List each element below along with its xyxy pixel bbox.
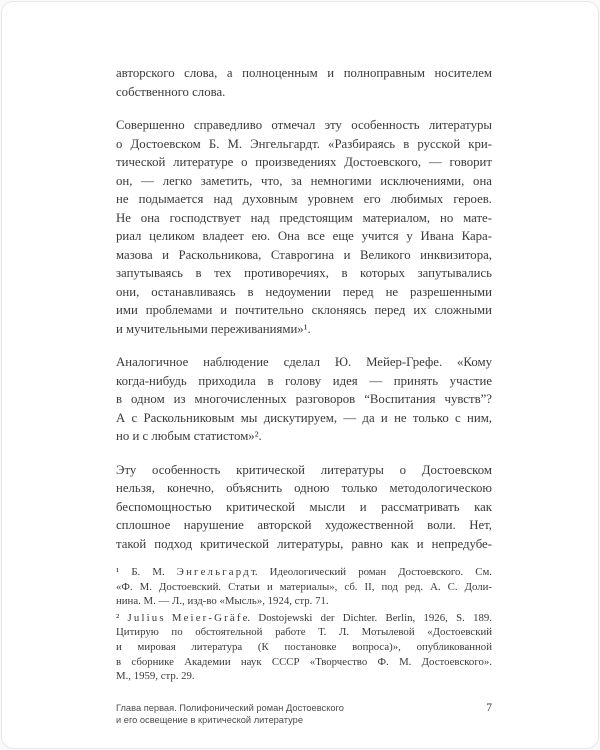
running-title — [116, 703, 344, 726]
text-line: запутываясь в тех противоречиях, в которых запутывались — [116, 266, 492, 280]
text-line: тической литературе о произведениях Достоевского, — говорит — [116, 155, 492, 169]
running-title-line2: и его освещение в критической литературе — [116, 714, 304, 725]
text-line: о Достоевском Б. М. Энгельгардт. «Разбираясь в русской кри- — [116, 136, 492, 151]
text-line: и мучительными переживаниями»¹. — [116, 321, 311, 336]
text-line: мазова и Раскольникова, Ставрогина и Великого инквизитора, — [116, 247, 492, 262]
text-line: ¹ Б. М. Э н г е л ь г а р д т. Идеологический роман Достоевского. См. — [116, 566, 492, 578]
running-title-line1: Глава первая. Полифонический роман Достоевского — [116, 703, 344, 713]
page-footer — [116, 703, 492, 726]
page-number: 7 — [486, 702, 492, 714]
text-line: Не она господствует над предстоящим материалом, но мате- — [116, 210, 492, 225]
text-line: М., 1959, стр. 29. — [116, 670, 195, 683]
text-line: нина. М. — Л., изд-во «Мысль», 1924, стр. 71. — [116, 595, 329, 608]
text-line: Эту особенность критической литературы о Достоевском — [116, 462, 492, 477]
text-line: сплошное нарушение авторской художественной воли. Нет, — [116, 518, 492, 532]
text-line: когда-нибудь приходила в голову идея — принять участие — [116, 373, 492, 388]
book-page — [1, 1, 599, 749]
body-text — [116, 64, 492, 553]
paragraph — [116, 461, 492, 554]
text-line: ² J u l i u s M e i e r - G r ä f e. Dostojewski der Dichter. Berlin, 1926, S. 189. — [116, 611, 492, 624]
text-line: в одном из многочисленных разговоров “Воспитания чувств”? — [116, 392, 492, 406]
footnotes-section — [116, 565, 492, 684]
paragraph — [116, 116, 492, 338]
footnote — [116, 611, 492, 684]
text-line: нельзя, конечно, объяснить одною только методологическою — [116, 481, 492, 495]
text-line: не подымается над духовным уровнем его любимых героев. — [116, 192, 492, 206]
text-line: А с Раскольниковым мы дискутируем, — да и не только с ним, — [116, 410, 492, 425]
text-line: собственного слова. — [116, 84, 226, 99]
text-line: но и с любым статистом»². — [116, 429, 262, 443]
footnote — [116, 565, 492, 609]
text-line: он, — легко заметить, что, за немногими исключениями, она — [116, 173, 492, 188]
text-line: Аналогичное наблюдение сделал Ю. Мейер-Грефе. «Кому — [116, 355, 492, 369]
text-line: они, останавливаясь в недоумении перед не разрешенными — [116, 284, 492, 299]
text-line: беспомощностью критической мысли и рассматривать как — [116, 499, 492, 514]
text-line: Совершенно справедливо отмечал эту особенность литературы — [116, 118, 492, 132]
text-line: Цитирую по обстоятельной работе Т. Л. Мотылевой «Достоевский — [116, 626, 492, 639]
text-line: риал целиком владеет ею. Она все еще учится у Ивана Кара- — [116, 229, 492, 243]
text-line: в сборнике Академии наук СССР «Творчество Ф. М. Достоевского». — [116, 655, 492, 668]
text-line: «Ф. М. Достоевский. Статьи и материалы», сб. II, под ред. А. С. Доли- — [116, 580, 492, 593]
text-line: и мировая литература (К постановке вопроса)», опубликованной — [116, 640, 492, 653]
paragraph — [116, 353, 492, 446]
paragraph — [116, 64, 492, 101]
text-block — [116, 64, 492, 686]
text-line: ими проблемами и почтительно склоняясь перед их сложными — [116, 303, 492, 317]
text-line: такой подход критической литературы, равно как и непредубе- — [116, 536, 492, 551]
text-line: авторского слова, а полноценным и полноправным носителем — [116, 66, 492, 80]
